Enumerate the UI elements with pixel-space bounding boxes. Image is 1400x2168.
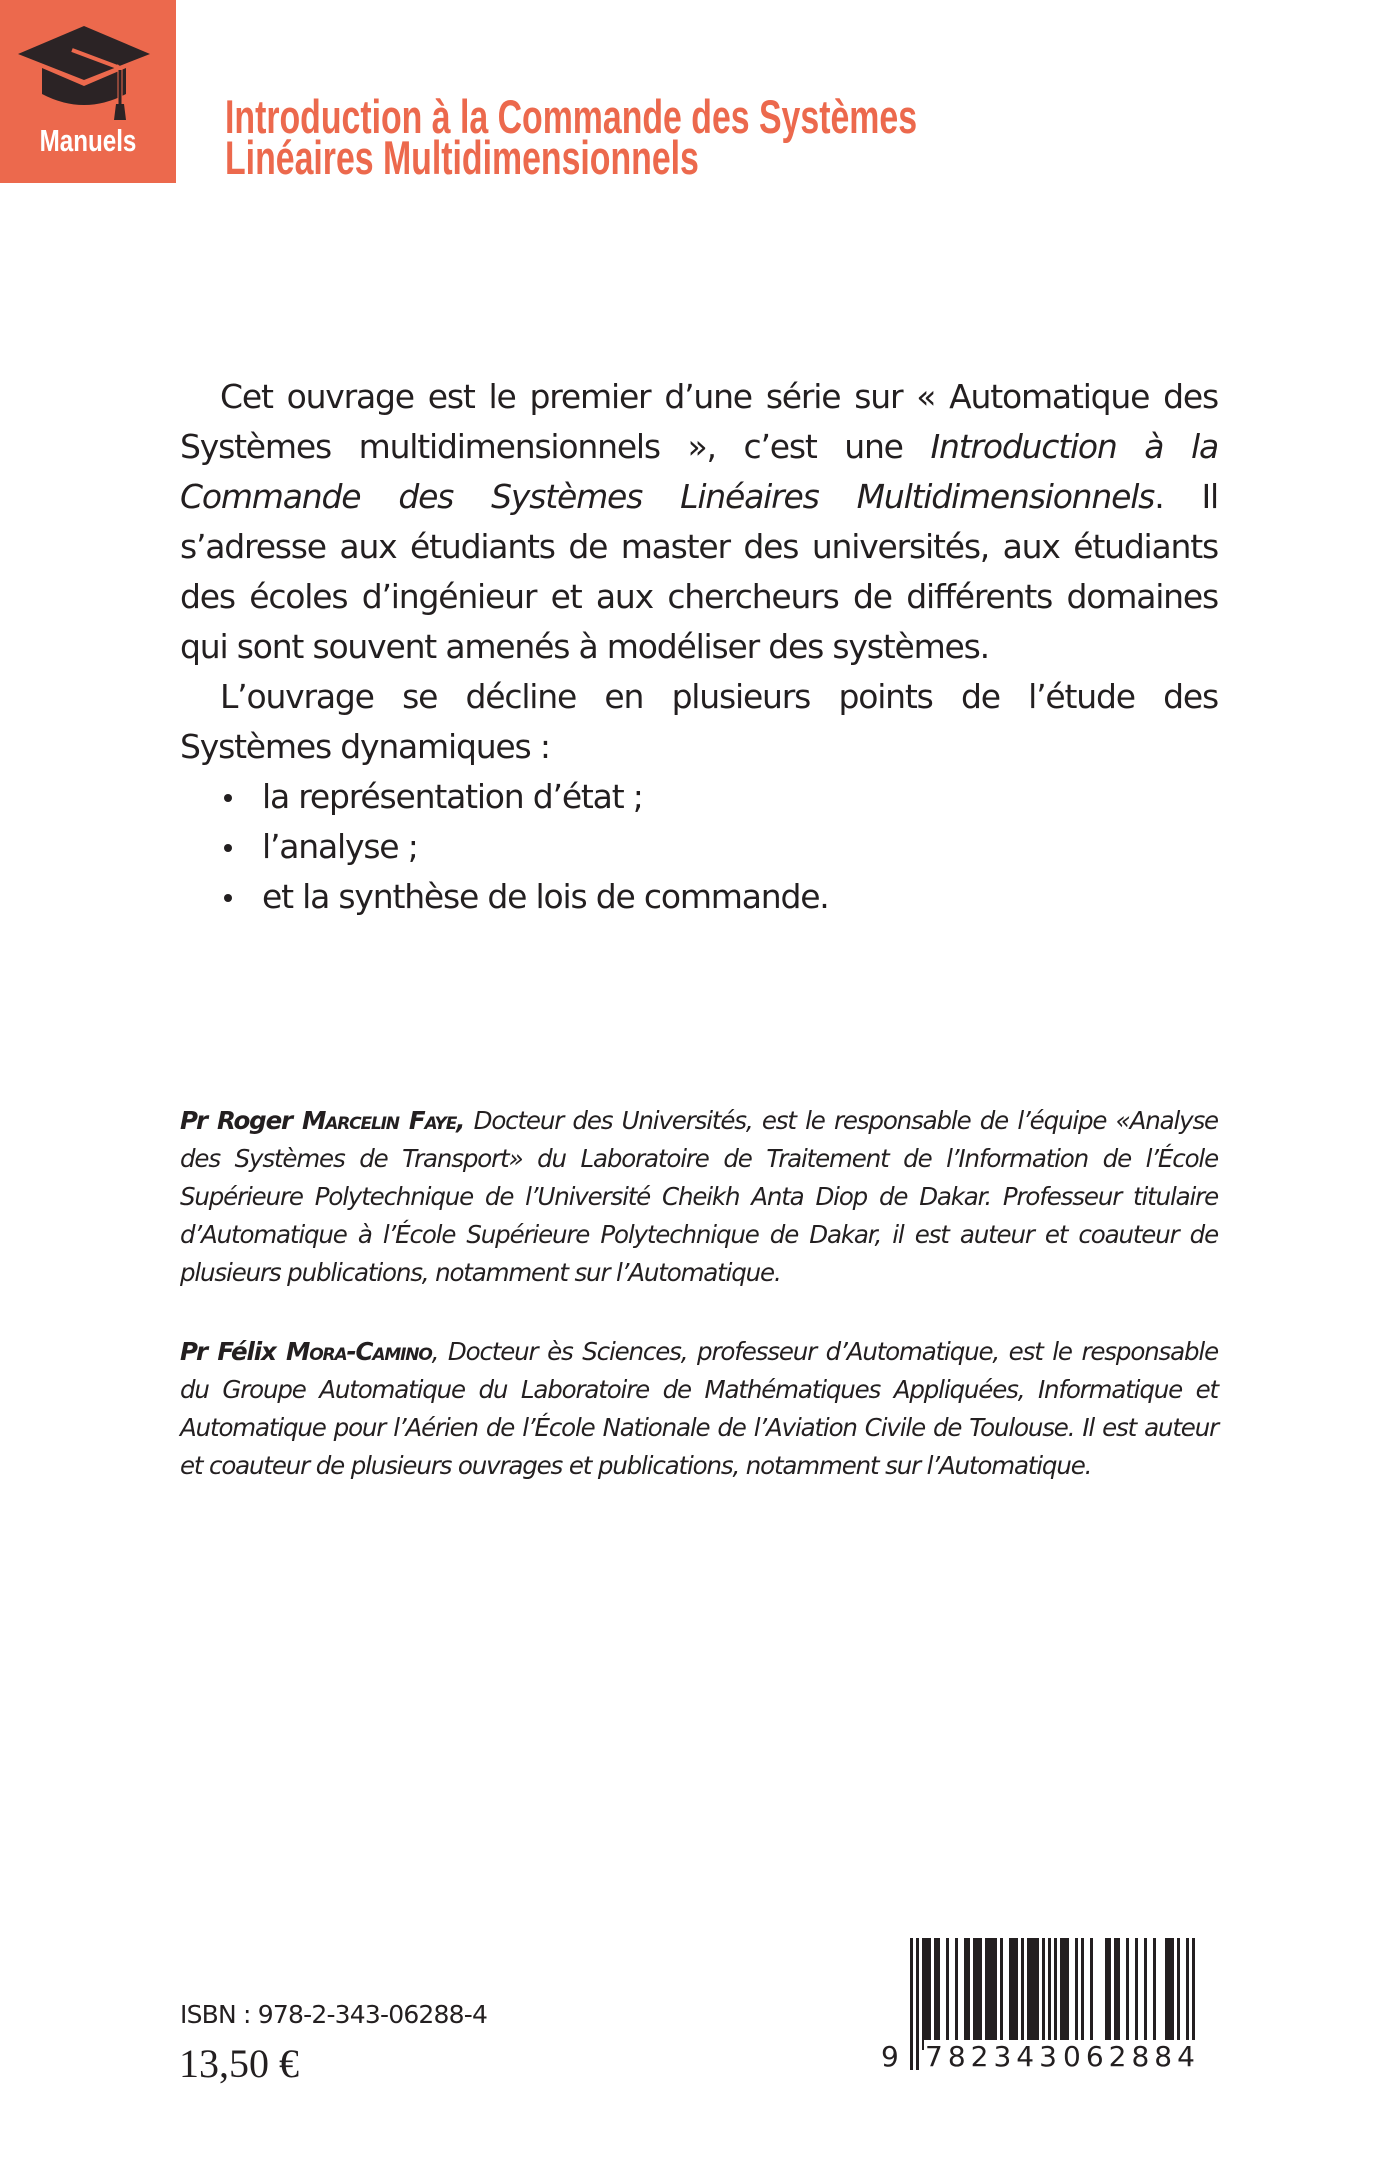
barcode bbox=[880, 1938, 1200, 2073]
book-description bbox=[180, 372, 1218, 922]
author-bio-text: Docteur des Universités, est le responsable de l’équipe «Analyse des Systèmes de Transport» du Laboratoire de Traitement de l’Information de l’École Supérieure Polytechnique de l’Université Cheikh Anta Diop de Dakar. Professeur titulaire d’Automatique à l’École Supérieure Polytechnique de Dakar, il est auteur et coauteur de plusieurs publications, notamment sur l’Automatique. bbox=[180, 1106, 1218, 1287]
list-item: l’analyse ; bbox=[180, 822, 1218, 872]
collection-badge bbox=[0, 0, 176, 183]
description-paragraph-2: L’ouvrage se décline en plusieurs points de l’étude des Systèmes dynamiques : bbox=[180, 677, 1218, 766]
collection-label: Manuels bbox=[39, 123, 137, 158]
list-item: la représentation d’état ; bbox=[180, 772, 1218, 822]
isbn: ISBN : 978-2-343-06288-4 bbox=[180, 2000, 488, 2029]
book-title-line-2: Linéaires Multidimensionnels bbox=[225, 131, 699, 184]
bullet-icon bbox=[224, 894, 232, 902]
bullet-icon bbox=[224, 794, 232, 802]
description-italic-title: Introduction à la Commande des Systèmes Linéaires Multidimensionnels bbox=[180, 427, 1218, 516]
author-bio-faye bbox=[180, 1102, 1218, 1292]
author-bio-mora-camino bbox=[180, 1333, 1218, 1485]
author-name: Pr Félix Mora-Camino bbox=[180, 1337, 432, 1366]
description-paragraph-1: Cet ouvrage est le premier d’une série sur « Automatique des Systèmes multidimensionnels », c’est une Introduction à la Commande des Systèmes Linéaires Multidimensionnels. Il s’adresse aux étudiants de master des universités, aux étudiants des écoles d’ingénieur et aux chercheurs de différents domaines qui sont souvent amenés à modéliser des systèmes. bbox=[180, 377, 1218, 666]
author-bio-text: , Docteur ès Sciences, professeur d’Automatique, est le responsable du Groupe Automatique du Laboratoire de Mathématiques Appliquées, Informatique et Automatique pour l’Aérien de l’École Nationale de l’Aviation Civile de Toulouse. Il est auteur et coauteur de plusieurs ouvrages et publications, notamment sur l’Automatique. bbox=[180, 1337, 1219, 1480]
list-item: et la synthèse de lois de commande. bbox=[180, 872, 1218, 922]
price: 13,50 € bbox=[179, 2041, 299, 2086]
book-title-line-1: Introduction à la Commande des Systèmes bbox=[225, 90, 918, 143]
graduation-cap-icon bbox=[16, 24, 152, 124]
barcode-digits: 9 782343 062884 bbox=[881, 2040, 1200, 2073]
bullet-icon bbox=[224, 844, 232, 852]
topics-list bbox=[180, 772, 1218, 922]
author-name: Pr Roger Marcelin Faye, bbox=[180, 1106, 465, 1135]
book-title bbox=[225, 90, 918, 184]
